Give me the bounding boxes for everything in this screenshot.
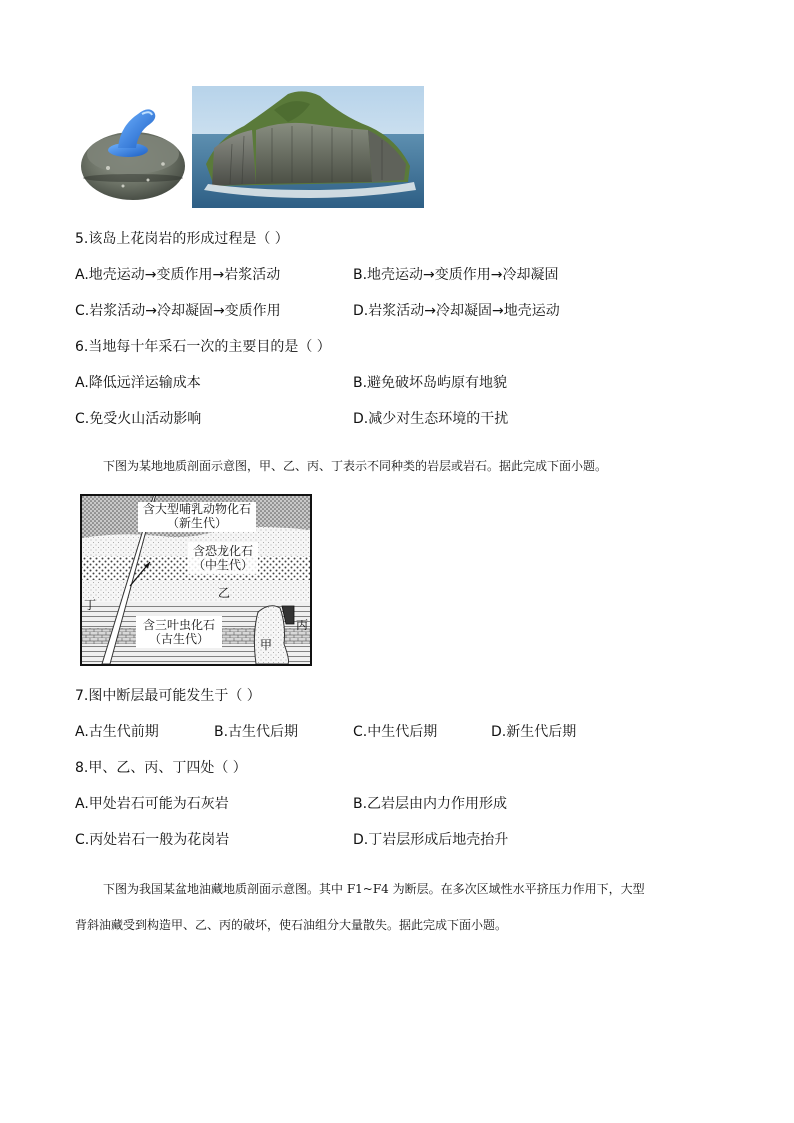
geology-cross-section xyxy=(80,494,312,666)
oil-intro-line-1: 下图为我国某盆地油藏地质剖面示意图。其中 F1~F4 为断层。在多次区域性水平挤压力作用下，大型 xyxy=(103,882,645,896)
question-6-option-b[interactable]: B.避免破坏岛屿原有地貌 xyxy=(353,375,508,391)
question-7-option-a[interactable]: A.古生代前期 xyxy=(75,724,159,740)
question-7-option-d[interactable]: D.新生代后期 xyxy=(491,724,577,740)
question-6-option-a[interactable]: A.降低远洋运输成本 xyxy=(75,375,201,391)
question-6-option-d[interactable]: D.减少对生态环境的干扰 xyxy=(353,411,509,427)
label-dinosaur-fossil: 含恐龙化石 xyxy=(192,544,253,558)
question-8-option-c[interactable]: C.丙处岩石一般为花岗岩 xyxy=(75,832,230,848)
question-8-option-b[interactable]: B.乙岩层由内力作用形成 xyxy=(353,796,508,812)
geology-intro: 下图为某地地质剖面示意图，甲、乙、丙、丁表示不同种类的岩层或岩石。据此完成下面小题。 xyxy=(103,459,608,473)
label-mammal-fossil: 含大型哺乳动物化石 xyxy=(142,502,251,516)
question-8-option-d[interactable]: D.丁岩层形成后地壳抬升 xyxy=(353,832,509,848)
question-5-option-d[interactable]: D.岩浆活动→冷却凝固→地壳运动 xyxy=(353,303,560,319)
label-yi: 乙 xyxy=(218,586,231,600)
island-photo xyxy=(192,86,424,208)
question-7-option-b[interactable]: B.古生代后期 xyxy=(214,724,299,740)
question-7-option-c[interactable]: C.中生代后期 xyxy=(353,724,438,740)
label-bing: 丙 xyxy=(296,618,309,632)
label-trilobite-fossil: 含三叶虫化石 xyxy=(142,618,215,632)
question-5-option-a[interactable]: A.地壳运动→变质作用→岩浆活动 xyxy=(75,267,281,283)
question-6-stem: 6.当地每十年采石一次的主要目的是（ ） xyxy=(75,339,331,355)
question-8-stem: 8.甲、乙、丙、丁四处（ ） xyxy=(75,760,247,776)
question-5-stem: 5.该岛上花岗岩的形成过程是（ ） xyxy=(75,231,289,247)
question-5-option-b[interactable]: B.地壳运动→变质作用→冷却凝固 xyxy=(353,267,559,283)
label-mesozoic: （中生代） xyxy=(192,558,253,572)
oil-intro-line-2: 背斜油藏受到构造甲、乙、丙的破坏，使石油组分大量散失。据此完成下面小题。 xyxy=(75,918,508,932)
label-ding: 丁 xyxy=(84,598,97,612)
label-cenozoic: （新生代） xyxy=(166,516,227,530)
question-7-stem: 7.图中断层最可能发生于（ ） xyxy=(75,688,261,704)
question-6-option-c[interactable]: C.免受火山活动影响 xyxy=(75,411,202,427)
curling-stone-image xyxy=(78,98,188,208)
label-jia: 甲 xyxy=(260,638,273,652)
question-8-option-a[interactable]: A.甲处岩石可能为石灰岩 xyxy=(75,796,229,812)
question-5-option-c[interactable]: C.岩浆活动→冷却凝固→变质作用 xyxy=(75,303,281,319)
label-paleozoic: （古生代） xyxy=(148,632,209,646)
